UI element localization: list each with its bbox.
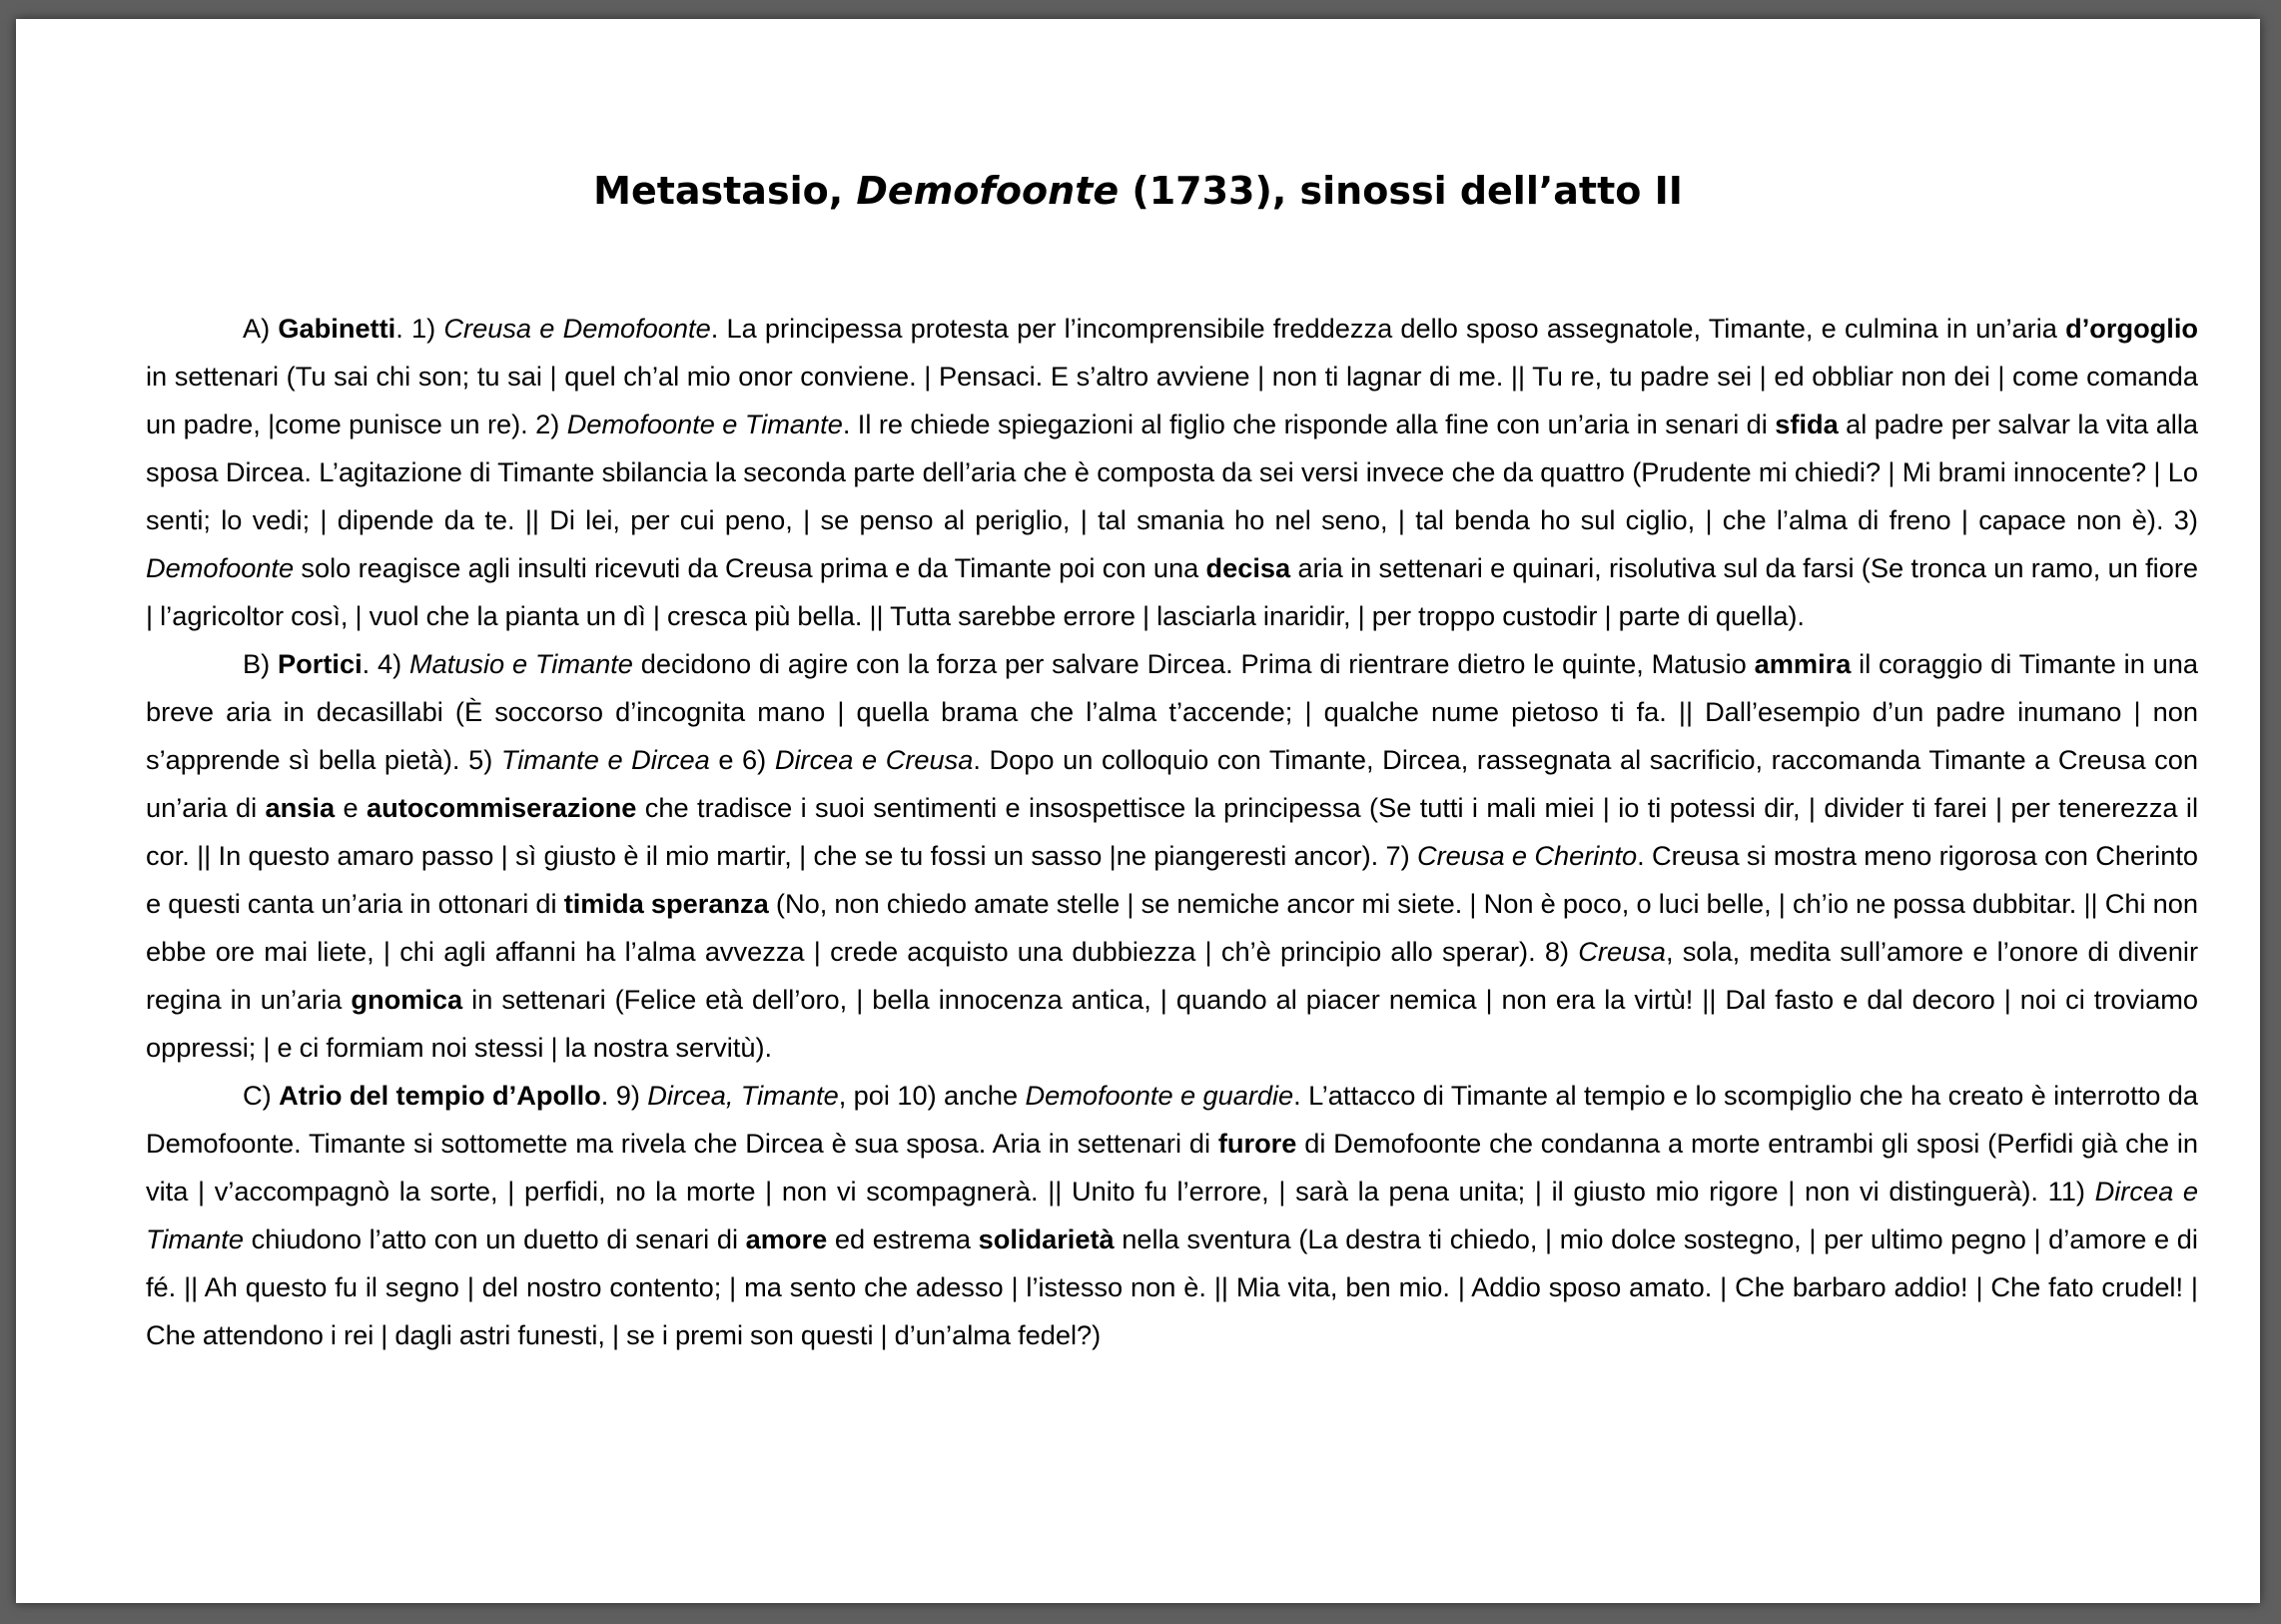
text-run: . La principessa protesta per l’incomprensibile freddezza dello sposo assegnatole, Timante, e culmina in un’aria [710,313,2066,344]
text-run: , poi 10) anche [838,1080,1026,1111]
text-run: . L’attacco di Timante al tempio e lo scompiglio che ha creato è interrotto da Demofoonte. Timante si sottomette ma rivela che Dircea è sua sposa. Aria in settenari di [146,1080,2198,1159]
document-page [16,19,2260,1603]
text-run: di Demofoonte che condanna a morte entrambi gli sposi (Perfidi già che in vita | v’accompagnò la sorte, | perfidi, no la morte | non vi scompagnerà. || Unito fu l’errore, | sarà la pena unita; | il giusto mio rigore | non vi distinguerà). 11) [146,1128,2198,1207]
bold-term: sfida [1775,408,1839,439]
italic-term: Creusa e Cherinto [1416,840,1638,871]
text-run: nella sventura (La destra ti chiedo, | mio dolce sostegno, | per ultimo pegno | d’amore e di fé. || Ah questo fu il segno | del nostro contento; | ma sento che adesso | l’istesso non è. || Mia vita, ben mio. | Addio sposo amato. | Che barbaro addio! | Che fato crudel! | Che attendono i rei | dagli astri funesti, | se i premi son questi | d’un’alma fedel?) [146,1223,2198,1350]
bold-term: solidarietà [978,1223,1115,1254]
paragraph-gabinetti [146,305,2198,640]
text-run: . Il re chiede spiegazioni al figlio che risponde alla fine con un’aria in senari di [842,408,1776,439]
italic-term: Matusio e Timante [408,648,633,679]
italic-term: Creusa e Demofoonte [443,313,711,344]
text-run: e [335,792,367,823]
text-run: in settenari (Felice età dell’oro, | bella innocenza antica, | quando al piacer nemica | non era la virtù! || Dal fasto e dal decoro | noi ci troviamo oppressi; | e ci formiam noi stessi | la nostra servitù). [146,984,2198,1063]
bold-term: timida speranza [563,888,769,919]
italic-term: Dircea, Timante [647,1080,839,1111]
document-body [146,305,2198,1359]
text-run: (No, non chiedo amate stelle | se nemiche ancor mi siete. | Non è poco, o luci belle, | ch’io ne possa dubbitar. || Chi non ebbe ore mai liete, | chi agli affanni ha l’alma avvezza | crede acquisto una dubbiezza | ch’è principio allo sperar). 8) [146,888,2198,967]
title-rest: (1733), sinossi dell’atto II [1119,169,1683,213]
text-run: aria in settenari e quinari, risolutiva sul da farsi (Se tronca un ramo, un fiore | l’agricoltor così, | vuol che la pianta un dì | cresca più bella. || Tutta sarebbe errore | lasciarla inaridir, | per troppo custodir | parte di quella). [146,552,2198,631]
text-run: solo reagisce agli insulti ricevuti da Creusa prima e da Timante poi con una [294,552,1206,583]
text-run: e 6) [709,744,775,775]
italic-term: Timante e Dircea [500,744,710,775]
italic-term: Creusa [1578,936,1666,967]
text-run: A) [243,313,279,344]
italic-term: Demofoonte [146,552,295,583]
bold-term: Portici [278,648,363,679]
text-run: decidono di agire con la forza per salvare Dircea. Prima di rientrare dietro le quinte, Matusio [632,648,1755,679]
text-run: B) [243,648,279,679]
italic-term: Demofoonte e Timante [566,408,843,439]
text-run: . 1) [395,313,444,344]
text-run: . Dopo un colloquio con Timante, Dircea, rassegnata al sacrificio, raccomanda Timante a Creusa con un’aria di [146,744,2199,823]
text-run: ed estrema [827,1223,979,1254]
text-run: in settenari (Tu sai chi son; tu sai | quel ch’al mio onor conviene. | Pensaci. E s’altro avviene | non ti lagnar di me. || Tu re, tu padre sei | ed obbliar non dei | come comanda un padre, |come punisce un re). 2) [146,361,2198,439]
italic-term: Demofoonte e guardie [1025,1080,1294,1111]
paragraph-portici [146,640,2198,1072]
bold-term: furore [1217,1128,1297,1159]
bold-term: amore [745,1223,828,1254]
bold-term: Atrio del tempio d’Apollo [279,1080,601,1111]
bold-term: ammira [1754,648,1852,679]
title-author: Metastasio, [593,169,857,213]
bold-term: d’orgoglio [2065,313,2198,344]
text-run: , sola, medita sull’amore e l’onore di divenir regina in un’aria [146,936,2198,1015]
text-run: chiudono l’atto con un duetto di senari di [243,1223,746,1254]
italic-term: Dircea e Timante [146,1176,2198,1254]
bold-term: Gabinetti [278,313,396,344]
text-run: C) [243,1080,280,1111]
text-run: che tradisce i suoi sentimenti e insospettisce la principessa (Se tutti i mali miei | io ti potessi dir, | divider ti farei | per tenerezza il cor. || In questo amaro passo | sì giusto è il mio martir, | che se tu fossi un sasso |ne piangeresti ancor). 7) [146,792,2199,871]
bold-term: gnomica [351,984,463,1015]
text-run: . 4) [362,648,409,679]
title-work: Demofoonte [856,169,1120,213]
bold-term: ansia [265,792,336,823]
text-run: il coraggio di Timante in una breve aria in decasillabi (È soccorso d’incognita mano | quella brama che l’alma t’accende; | qualche nume pietoso ti fa. || Dall’esempio d’un padre inumano | non s’apprende sì bella pietà). 5) [146,648,2198,775]
text-run: . Creusa si mostra meno rigorosa con Cherinto e questi canta un’aria in ottonari di [146,840,2198,919]
paragraph-atrio [146,1072,2198,1359]
document-title [16,169,2260,213]
text-run: . 9) [600,1080,648,1111]
italic-term: Dircea e Creusa [774,744,974,775]
bold-term: decisa [1205,552,1291,583]
text-run: al padre per salvar la vita alla sposa Dircea. L’agitazione di Timante sbilancia la seconda parte dell’aria che è composta da sei versi invece che da quattro (Prudente mi chiedi? | Mi brami innocente? | Lo senti; lo vedi; | dipende da te. || Di lei, per cui peno, | se penso al periglio, | tal smania ho nel seno, | tal benda ho sul ciglio, | che l’alma di freno | capace non è). 3) [146,408,2199,535]
bold-term: autocommiserazione [366,792,637,823]
